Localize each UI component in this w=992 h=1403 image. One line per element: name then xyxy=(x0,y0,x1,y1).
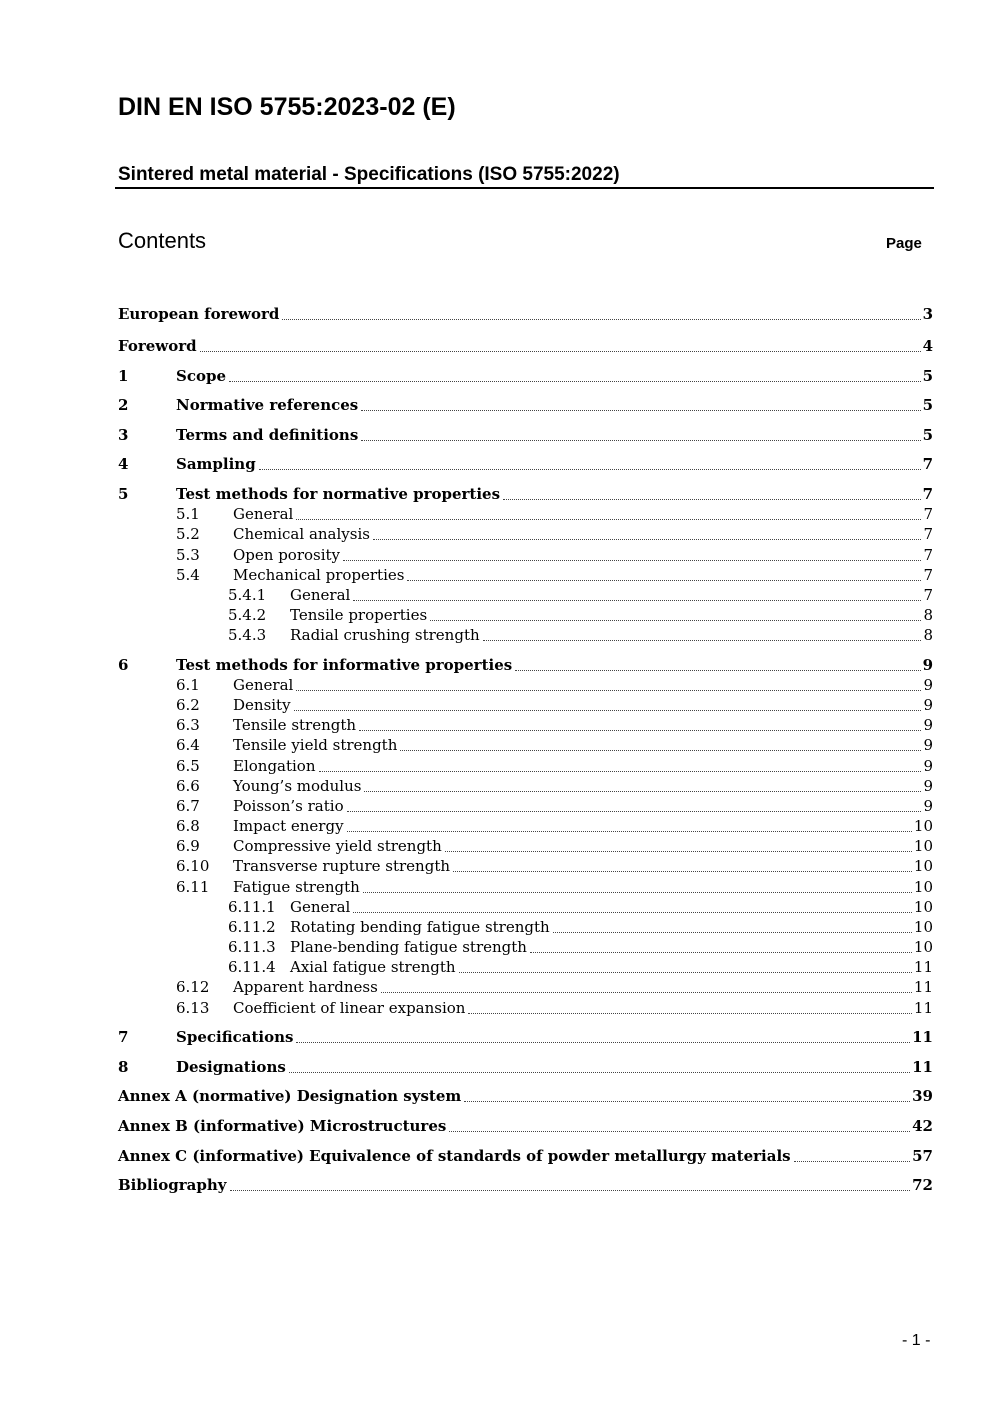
toc-entry-number: 6.8 xyxy=(176,817,200,835)
toc-entry-title: General xyxy=(290,586,351,604)
toc-dot-leader xyxy=(407,579,921,581)
toc-dot-leader xyxy=(553,931,912,933)
toc-entry-number: 5.1 xyxy=(176,505,200,523)
toc-entry[interactable] xyxy=(118,655,933,675)
toc-dot-leader xyxy=(347,810,922,812)
toc-entry[interactable] xyxy=(118,877,933,897)
toc-dot-leader xyxy=(363,891,912,893)
toc-entry-title: Annex A (normative) Designation system xyxy=(118,1087,462,1105)
toc-dot-leader xyxy=(200,350,921,352)
toc-entry-title: Elongation xyxy=(233,757,316,775)
toc-entry-number: 6.11.4 xyxy=(228,958,276,976)
toc-entry-number: 6.13 xyxy=(176,999,210,1017)
toc-dot-leader xyxy=(282,318,920,320)
toc-entry-page: 10 xyxy=(913,938,933,956)
toc-dot-leader xyxy=(464,1100,910,1102)
toc-entry-page: 11 xyxy=(913,978,933,996)
toc-entry-page: 10 xyxy=(913,878,933,896)
toc-entry[interactable] xyxy=(118,585,933,605)
toc-entry-title: Annex C (informative) Equivalence of standards of powder metallurgy materials xyxy=(118,1147,791,1165)
document-subtitle: Sintered metal material - Specifications (ISO 5755:2022) xyxy=(118,164,620,185)
toc-entry[interactable] xyxy=(118,454,933,474)
toc-entry[interactable] xyxy=(118,836,933,856)
toc-dot-leader xyxy=(259,468,921,470)
toc-entry[interactable] xyxy=(118,545,933,565)
toc-entry-title: Radial crushing strength xyxy=(290,626,480,644)
toc-entry-number: 6 xyxy=(118,656,129,674)
toc-dot-leader xyxy=(364,790,921,792)
toc-dot-leader xyxy=(343,559,921,561)
toc-entry-title: Transverse rupture strength xyxy=(233,857,451,875)
toc-entry-page: 5 xyxy=(922,396,933,414)
page-column-label: Page xyxy=(886,235,922,252)
toc-entry-number: 5.4.2 xyxy=(228,606,267,624)
toc-dot-leader xyxy=(468,1012,911,1014)
toc-entry-number: 6.10 xyxy=(176,857,210,875)
toc-dot-leader xyxy=(229,380,921,382)
toc-dot-leader xyxy=(296,1041,910,1043)
toc-entry-page: 10 xyxy=(913,898,933,916)
toc-entry[interactable] xyxy=(118,484,933,504)
toc-entry-page: 39 xyxy=(912,1087,933,1105)
toc-dot-leader xyxy=(353,599,921,601)
contents-heading: Contents xyxy=(118,228,207,253)
toc-entry-page: 10 xyxy=(913,837,933,855)
toc-entry-page: 42 xyxy=(912,1117,933,1135)
toc-dot-leader xyxy=(361,409,920,411)
toc-entry[interactable] xyxy=(118,937,933,957)
toc-entry-number: 3 xyxy=(118,426,129,444)
toc-dot-leader xyxy=(361,439,920,441)
toc-entry[interactable] xyxy=(118,336,933,356)
toc-entry-page: 10 xyxy=(913,817,933,835)
toc-entry-title: Sampling xyxy=(176,455,256,473)
toc-entry-page: 9 xyxy=(923,696,933,714)
toc-entry-page: 7 xyxy=(922,455,933,473)
toc-entry-title: Test methods for normative properties xyxy=(176,485,501,503)
toc-entry-number: 6.12 xyxy=(176,978,210,996)
toc-entry-page: 5 xyxy=(922,367,933,385)
toc-entry-title: Tensile strength xyxy=(233,716,357,734)
toc-entry-number: 5 xyxy=(118,485,129,503)
toc-entry-page: 9 xyxy=(923,716,933,734)
toc-entry-title: Normative references xyxy=(176,396,359,414)
toc-entry-page: 7 xyxy=(923,525,933,543)
toc-entry[interactable] xyxy=(118,998,933,1018)
toc-entry-title: Terms and definitions xyxy=(176,426,359,444)
toc-entry-page: 10 xyxy=(913,857,933,875)
toc-entry-title: Coefficient of linear expansion xyxy=(233,999,466,1017)
toc-dot-leader xyxy=(319,770,922,772)
toc-entry-page: 7 xyxy=(923,586,933,604)
toc-entry-number: 6.11.3 xyxy=(228,938,276,956)
page-number: - 1 - xyxy=(902,1332,931,1349)
toc-entry-title: Specifications xyxy=(176,1028,294,1046)
toc-entry-title: Designations xyxy=(176,1058,286,1076)
toc-entry-title: Axial fatigue strength xyxy=(290,958,456,976)
toc-entry[interactable] xyxy=(118,1057,933,1077)
toc-entry-title: Open porosity xyxy=(233,546,341,564)
toc-entry[interactable] xyxy=(118,304,933,324)
toc-entry-number: 1 xyxy=(118,367,129,385)
toc-entry-number: 5.3 xyxy=(176,546,200,564)
toc-entry-page: 3 xyxy=(922,305,933,323)
toc-entry[interactable] xyxy=(118,796,933,816)
toc-entry-page: 4 xyxy=(922,337,933,355)
toc-dot-leader xyxy=(449,1130,910,1132)
toc-entry-page: 7 xyxy=(923,505,933,523)
toc-entry-number: 5.4.1 xyxy=(228,586,267,604)
toc-entry-title: Impact energy xyxy=(233,817,344,835)
toc-entry-title: Young’s modulus xyxy=(233,777,362,795)
toc-entry-number: 6.5 xyxy=(176,757,200,775)
toc-dot-leader xyxy=(459,971,912,973)
toc-entry[interactable] xyxy=(118,605,933,625)
toc-entry-title: Bibliography xyxy=(118,1176,227,1194)
toc-dot-leader xyxy=(483,639,922,641)
toc-entry-page: 7 xyxy=(923,566,933,584)
toc-entry[interactable] xyxy=(118,897,933,917)
toc-entry-number: 6.6 xyxy=(176,777,200,795)
toc-entry[interactable] xyxy=(118,425,933,445)
toc-entry-page: 7 xyxy=(923,546,933,564)
toc-entry-number: 6.7 xyxy=(176,797,200,815)
toc-entry[interactable] xyxy=(118,816,933,836)
toc-entry-page: 11 xyxy=(912,1028,933,1046)
toc-entry[interactable] xyxy=(118,1027,933,1047)
toc-entry-number: 7 xyxy=(118,1028,129,1046)
toc-dot-leader xyxy=(230,1189,911,1191)
toc-entry-number: 6.1 xyxy=(176,676,200,694)
toc-entry[interactable] xyxy=(118,756,933,776)
toc-entry-page: 11 xyxy=(913,999,933,1017)
toc-entry[interactable] xyxy=(118,776,933,796)
toc-entry-number: 6.11.2 xyxy=(228,918,276,936)
toc-entry-title: Mechanical properties xyxy=(233,566,405,584)
toc-entry-page: 7 xyxy=(922,485,933,503)
toc-entry-title: Chemical analysis xyxy=(233,525,370,543)
toc-entry-number: 6.2 xyxy=(176,696,200,714)
toc-entry-number: 5.2 xyxy=(176,525,200,543)
toc-entry-number: 8 xyxy=(118,1058,129,1076)
toc-entry-page: 9 xyxy=(923,777,933,795)
toc-entry[interactable] xyxy=(118,1086,933,1106)
toc-entry[interactable] xyxy=(118,395,933,415)
toc-entry-number: 6.4 xyxy=(176,736,200,754)
toc-entry-title: Rotating bending fatigue strength xyxy=(290,918,550,936)
toc-entry[interactable] xyxy=(118,1146,933,1166)
toc-entry-title: Scope xyxy=(176,367,227,385)
toc-entry-title: Annex B (informative) Microstructures xyxy=(118,1117,447,1135)
toc-dot-leader xyxy=(453,870,912,872)
toc-entry-page: 8 xyxy=(923,606,933,624)
toc-entry-page: 5 xyxy=(922,426,933,444)
toc-entry[interactable] xyxy=(118,917,933,937)
toc-entry-title: Plane-bending fatigue strength xyxy=(290,938,527,956)
toc-entry[interactable] xyxy=(118,1116,933,1136)
toc-entry-title: Apparent hardness xyxy=(233,978,378,996)
toc-entry[interactable] xyxy=(118,715,933,735)
toc-dot-leader xyxy=(400,749,921,751)
toc-entry-page: 9 xyxy=(923,757,933,775)
toc-dot-leader xyxy=(296,518,921,520)
toc-entry-title: Density xyxy=(233,696,291,714)
toc-dot-leader xyxy=(294,709,922,711)
toc-entry-page: 9 xyxy=(922,656,933,674)
toc-entry[interactable] xyxy=(118,856,933,876)
toc-entry[interactable] xyxy=(118,565,933,585)
toc-entry[interactable] xyxy=(118,625,933,645)
document-title: DIN EN ISO 5755:2023-02 (E) xyxy=(118,93,456,121)
toc-entry[interactable] xyxy=(118,366,933,386)
toc-entry-title: General xyxy=(290,898,351,916)
toc-entry-page: 9 xyxy=(923,736,933,754)
toc-entry-title: Compressive yield strength xyxy=(233,837,442,855)
toc-dot-leader xyxy=(794,1160,911,1162)
toc-entry-page: 8 xyxy=(923,626,933,644)
toc-dot-leader xyxy=(503,498,921,500)
toc-entry-page: 10 xyxy=(913,918,933,936)
toc-entry-title: European foreword xyxy=(118,305,280,323)
toc-dot-leader xyxy=(359,729,921,731)
toc-entry-page: 9 xyxy=(923,676,933,694)
toc-dot-leader xyxy=(515,669,920,671)
toc-entry[interactable] xyxy=(118,504,933,524)
toc-entry-number: 4 xyxy=(118,455,129,473)
toc-dot-leader xyxy=(347,830,912,832)
toc-entry[interactable] xyxy=(118,977,933,997)
toc-entry-number: 6.3 xyxy=(176,716,200,734)
toc-dot-leader xyxy=(296,689,921,691)
toc-entry-page: 11 xyxy=(912,1058,933,1076)
toc-entry-page: 9 xyxy=(923,797,933,815)
toc-entry-number: 2 xyxy=(118,396,129,414)
toc-dot-leader xyxy=(530,951,912,953)
toc-entry-number: 5.4 xyxy=(176,566,200,584)
toc-dot-leader xyxy=(381,991,912,993)
toc-entry-title: Tensile yield strength xyxy=(233,736,398,754)
toc-entry-number: 6.11.1 xyxy=(228,898,276,916)
toc-entry[interactable] xyxy=(118,735,933,755)
toc-entry-page: 11 xyxy=(913,958,933,976)
toc-entry-number: 5.4.3 xyxy=(228,626,267,644)
toc-entry-title: Poisson’s ratio xyxy=(233,797,344,815)
toc-entry-number: 6.11 xyxy=(176,878,210,896)
toc-entry[interactable] xyxy=(118,524,933,544)
toc-entry[interactable] xyxy=(118,675,933,695)
toc-dot-leader xyxy=(445,850,912,852)
toc-dot-leader xyxy=(289,1071,910,1073)
toc-entry-title: General xyxy=(233,676,294,694)
toc-dot-leader xyxy=(373,538,921,540)
toc-entry-title: General xyxy=(233,505,294,523)
toc-entry-title: Foreword xyxy=(118,337,197,355)
toc-entry[interactable] xyxy=(118,1175,933,1195)
toc-entry[interactable] xyxy=(118,695,933,715)
toc-dot-leader xyxy=(353,911,912,913)
toc-entry[interactable] xyxy=(118,957,933,977)
toc-entry-title: Test methods for informative properties xyxy=(176,656,513,674)
toc-entry-page: 72 xyxy=(912,1176,933,1194)
toc-dot-leader xyxy=(430,619,921,621)
toc-entry-title: Tensile properties xyxy=(290,606,428,624)
toc-entry-number: 6.9 xyxy=(176,837,200,855)
toc-entry-title: Fatigue strength xyxy=(233,878,360,896)
toc-entry-page: 57 xyxy=(912,1147,933,1165)
